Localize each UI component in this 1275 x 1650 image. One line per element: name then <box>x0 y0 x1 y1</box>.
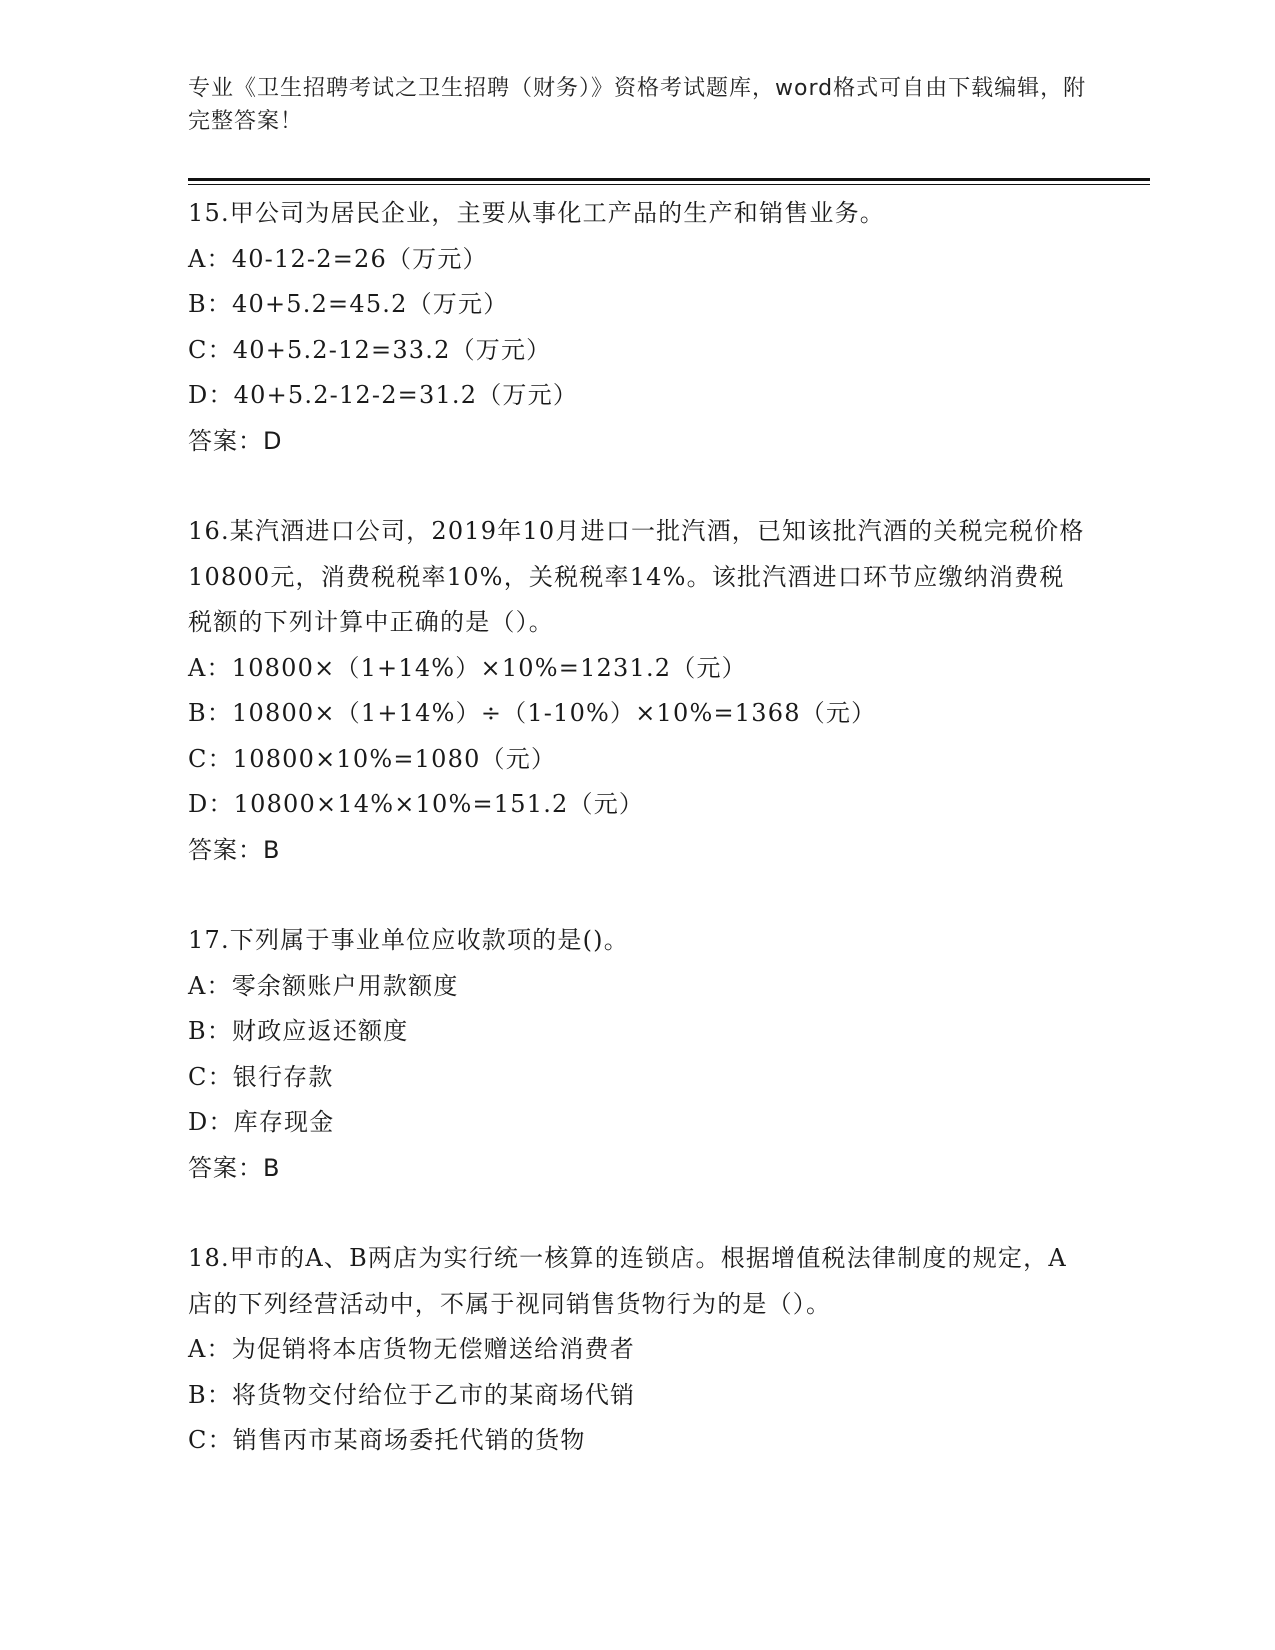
question-17 <box>188 918 1088 1191</box>
option-c: C：40+5.2-12=33.2（万元） <box>188 335 552 364</box>
answer: 答案：D <box>188 426 283 455</box>
answer: 答案：B <box>188 1153 281 1182</box>
option-c: C：10800×10%=1080（元） <box>188 744 557 773</box>
question-stem: 17.下列属于事业单位应收款项的是()。 <box>188 926 629 954</box>
option-b: B：40+5.2=45.2（万元） <box>188 290 509 318</box>
header-rule-thick <box>188 178 1150 181</box>
option-b: B：将货物交付给位于乙市的某商场代销 <box>188 1380 636 1409</box>
header-rule-thin <box>188 184 1150 185</box>
question-stem: 18.甲市的A、B两店为实行统一核算的连锁店。根据增值税法律制度的规定，A店的下列经营活动中，不属于视同销售货物行为的是（）。 <box>188 1244 1067 1318</box>
question-18 <box>188 1236 1088 1464</box>
question-stem: 16.某汽酒进口公司，2019年10月进口一批汽酒，已知该批汽酒的关税完税价格10800元，消费税税率10%，关税税率14%。该批汽酒进口环节应缴纳消费税税额的下列计算中正确的是（）。 <box>188 517 1085 636</box>
option-c: C：银行存款 <box>188 1062 334 1091</box>
option-d: D：库存现金 <box>188 1108 335 1136</box>
option-c: C：销售丙市某商场委托代销的货物 <box>188 1426 586 1454</box>
question-15 <box>188 191 1088 464</box>
question-list <box>188 191 1088 1464</box>
answer: 答案：B <box>188 835 281 864</box>
option-d: D：40+5.2-12-2=31.2（万元） <box>188 381 579 409</box>
question-16 <box>188 509 1088 873</box>
question-stem: 15.甲公司为居民企业，主要从事化工产品的生产和销售业务。 <box>188 199 885 227</box>
option-a: A：40-12-2=26（万元） <box>188 244 488 273</box>
option-b: B：财政应返还额度 <box>188 1017 409 1045</box>
option-a: A：10800×（1+14%）×10%=1231.2（元） <box>188 653 747 682</box>
option-d: D：10800×14%×10%=151.2（元） <box>188 790 645 818</box>
option-b: B：10800×（1+14%）÷（1-10%）×10%=1368（元） <box>188 699 877 727</box>
option-a: A：零余额账户用款额度 <box>188 971 459 1000</box>
option-a: A：为促销将本店货物无偿赠送给消费者 <box>188 1335 635 1363</box>
document-header: 专业《卫生招聘考试之卫生招聘（财务）》资格考试题库，word格式可自由下载编辑，附完整答案！ <box>188 76 1087 134</box>
